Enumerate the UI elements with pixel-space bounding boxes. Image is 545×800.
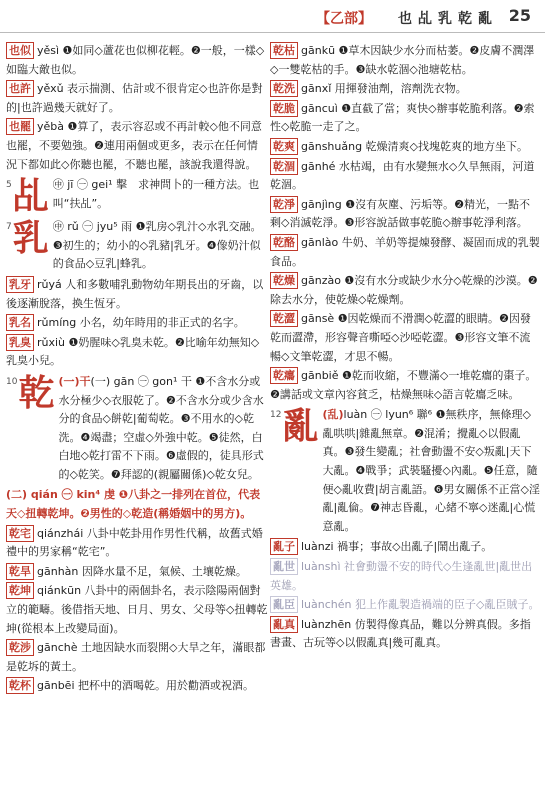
- variant-form: (乱): [322, 408, 344, 422]
- headword-box: 乾坤: [6, 582, 34, 599]
- definition-text: gānchè 土地因缺水而裂開◇大旱之年，滿眼都是乾坼的黃土。: [6, 641, 266, 673]
- right-column: [270, 42, 540, 654]
- dictionary-entry: [6, 582, 268, 638]
- headword-char: 亂: [282, 405, 319, 448]
- dictionary-entry: [6, 42, 268, 79]
- dictionary-entry: [270, 234, 540, 271]
- headword-box: 也似: [6, 42, 34, 59]
- dictionary-entry: [6, 334, 268, 371]
- variant-form: (一)干: [58, 374, 91, 388]
- headword-box: 乾洗: [270, 80, 298, 97]
- dictionary-entry: [270, 196, 540, 233]
- entry-body: [53, 176, 268, 213]
- big-char-entry: [6, 218, 268, 274]
- headword-box: 也許: [6, 80, 34, 97]
- definition-text: luànzi 禍事；事故◇出亂子|鬧出亂子。: [301, 540, 493, 554]
- definition-text: qiánzhái 八卦中乾卦用作男性代稱，故舊式婚禮中的男家稱“乾宅”。: [6, 526, 263, 559]
- stroke-count: 7: [6, 222, 12, 233]
- headword-box: 乾旱: [6, 563, 34, 580]
- headword-box: 亂真: [270, 616, 298, 633]
- section-label: 【乙部】: [316, 11, 372, 27]
- dictionary-entry: [270, 100, 540, 137]
- headword-box: 乾澀: [270, 310, 298, 327]
- dictionary-entry: [6, 639, 268, 676]
- dictionary-entry: [6, 677, 268, 696]
- definition-text: yěbà ❶算了，表示容忍或不再計較◇他不同意也罷，不要勉強。❷連用兩個或更多，表示在任何情況下都如此◇你聽也罷，不聽也罷，該說我還得說。: [6, 120, 262, 171]
- headword-box: 乾涉: [6, 639, 34, 656]
- definition-text: rǔxiù ❶奶腥味◇乳臭未乾。❷比喻年幼無知◇乳臭小兒。: [6, 335, 260, 368]
- dictionary-entry: [6, 118, 268, 174]
- definition-text: luànshì 社會動盪不安的時代◇生逢亂世|亂世出英雄。: [270, 560, 533, 592]
- definition-text: luàn ㊀ lyun⁶ 聯⁶ ❶無秩序，無條理◇亂哄哄|雜亂無章。❷混淆；攪亂◇以假亂真。❸發生變亂；社會動盪不安◇叛亂|天下大亂。❹戰爭；武裝騷擾◇內亂。❺任意，隨便◇亂收費|胡言亂語。❻男女關係不正當◇淫亂|亂倫。❼神志昏亂，心緒不寧◇迷亂|心慌意亂。: [322, 408, 540, 533]
- big-char-entry: [270, 406, 540, 536]
- definition-text: gānbiě ❶乾而收縮，不豐滿◇一堆乾癟的棗子。❷講話或文章內容貧乏，枯燥無味◇語言乾癟乏味。: [270, 369, 537, 401]
- definition-text: ㊥ rǔ ㊀ jyu⁵ 雨 ❶乳房◇乳汁◇水乳交融。❸初生的；幼小的◇乳豬|乳牙。❹像奶汁似的食品◇豆乳|蜂乳。: [52, 220, 262, 271]
- definition-text: gānsè ❶因乾燥而不滑潤◇乾澀的眼睛。❷因發乾而澀滯，形容聲音嘶啞◇沙啞乾澀。❸形容文筆不流暢◇文筆乾澀，才思不暢。: [270, 312, 531, 363]
- headword-box: 乳臭: [6, 334, 34, 351]
- headword-box: 乳名: [6, 314, 34, 331]
- page-number: 25: [508, 6, 531, 25]
- big-char-entry: [6, 373, 268, 485]
- definition-text: gānshuǎng 乾燥清爽◇找塊乾爽的地方坐下。: [301, 139, 529, 153]
- dictionary-entry: [270, 367, 540, 404]
- headword-char: 乾: [18, 371, 55, 414]
- headword-box: 乾枯: [270, 42, 298, 59]
- definition-text: gānxǐ 用揮發油劑，溶劑洗衣物。: [301, 82, 467, 96]
- headword-box: 乾癟: [270, 367, 298, 384]
- stroke-count: 10: [6, 376, 18, 387]
- definition-text: gānlào 牛奶、羊奶等提煉發酵、凝固而成的乳製食品。: [270, 235, 540, 268]
- definition-text: gānzào ❶沒有水分或缺少水分◇乾燥的沙漠。❷除去水分，使乾燥◇乾燥劑。: [270, 274, 538, 306]
- definition-text: luànchén 犯上作亂製造禍端的臣子◇亂臣賊子。: [301, 598, 540, 612]
- dictionary-entry: [270, 558, 540, 595]
- dictionary-entry: [270, 42, 540, 79]
- left-column: [6, 42, 268, 697]
- dictionary-entry: [6, 525, 268, 562]
- definition-text: gānhé 水枯竭，由有水變無水◇久旱無雨，河道乾涸。: [270, 159, 535, 192]
- dictionary-entry: [270, 616, 540, 653]
- headword-box: 乾酪: [270, 234, 298, 251]
- headword-box: 乾爽: [270, 138, 298, 155]
- definition-text: rǔmíng 小名，幼年時用的非正式的名字。: [37, 316, 245, 330]
- entry-body: [53, 218, 268, 274]
- dictionary-entry: [270, 596, 540, 615]
- entry-body: [58, 373, 268, 485]
- definition-text: luànzhēn 仿製得像真品，難以分辨真假。多指書畫、古玩等◇以假亂真|幾可亂真。: [270, 617, 531, 650]
- page-header: [0, 0, 545, 33]
- definition-text: yěsì ❶如同◇蘆花也似柳花輕。❷一般，一樣◇如臨大敵也似。: [6, 44, 265, 76]
- dictionary-entry: [270, 310, 540, 366]
- headword-box: 乾涸: [270, 158, 298, 175]
- headword-char: 乩: [12, 175, 49, 218]
- big-char-entry: [6, 176, 268, 216]
- dictionary-entry: [270, 80, 540, 99]
- headword-char: 乳: [12, 217, 49, 260]
- entry-body: [322, 406, 540, 536]
- headword-box: 亂世: [270, 558, 298, 575]
- headword-box: 乾宅: [6, 525, 34, 542]
- headword-box: 亂臣: [270, 596, 298, 613]
- definition-text: gānkū ❶草木因缺少水分而枯萎。❷皮膚不潤澤◇一雙乾枯的手。❸缺水乾涸◇池塘乾枯。: [270, 44, 535, 76]
- sub-reading: (二) qián ㊀ kin⁴ 虔 ❶八卦之一排列在首位，代表天◇扭轉乾坤。❷男性的◇乾造(稱婚姻中的男方)。: [6, 488, 261, 521]
- headword-box: 乳牙: [6, 276, 34, 293]
- dictionary-entry: [6, 563, 268, 582]
- definition-text: rǔyá 人和多數哺乳動物幼年期長出的牙齒，以後逐漸脫落，換生恆牙。: [6, 277, 264, 310]
- headword-box: 乾脆: [270, 100, 298, 117]
- headword-box: 乾淨: [270, 196, 298, 213]
- definition-text: qiánkūn 八卦中的兩個卦名，表示陰陽兩個對立的範疇。後借指天地、日月、男女、父母等◇扭轉乾坤(從根本上改變局面)。: [6, 584, 268, 635]
- definition-text: gānjìng ❶沒有灰塵、污垢等。❷精光，一點不剩◇消滅乾淨。❸形容說話做事乾脆◇辦事乾淨利落。: [270, 197, 530, 230]
- definition-text: gānbēi 把杯中的酒喝乾。用於勸酒或祝酒。: [37, 679, 254, 693]
- dictionary-entry: [6, 314, 268, 333]
- definition-text: (一) gān ㊀ gon¹ 干 ❶不含水分或水分極少◇衣服乾了。❷不含水分或少含水分的食品◇餅乾|葡萄乾。❸不用水的◇乾洗。❹竭盡；空虛◇外強中乾。❺徒然，白白地◇乾打雷不下雨。❻虛假的，徒具形式的◇乾笑。❼拜認的(親屬關係)◇乾女兒。: [58, 374, 264, 481]
- headword-box: 乾杯: [6, 677, 34, 694]
- dictionary-entry: [270, 138, 540, 157]
- definition-text: ㊥ jī ㊀ gei¹ 擊 求神問卜的一種方法。也叫“扶乩”。: [52, 178, 260, 210]
- dictionary-entry: [270, 272, 540, 309]
- header-chars: 也乩乳乾亂: [398, 11, 498, 27]
- stroke-count: 12: [270, 410, 282, 421]
- headword-box: 乾燥: [270, 272, 298, 289]
- stroke-count: 5: [6, 180, 12, 191]
- definition-text: gāncuì ❶直截了當；爽快◇辦事乾脆利落。❷索性◇乾脆一走了之。: [270, 101, 535, 134]
- headword-box: 也罷: [6, 118, 34, 135]
- dictionary-entry: [6, 80, 268, 117]
- definition-text: yěxǔ 表示揣測、估計或不很肯定◇也許你是對的|也許過幾天就好了。: [6, 82, 263, 114]
- definition-text: gānhàn 因降水量不足，氣候、土壤乾燥。: [37, 564, 247, 578]
- dictionary-entry: [6, 276, 268, 313]
- headword-box: 亂子: [270, 538, 298, 555]
- dictionary-entry: [270, 538, 540, 557]
- dictionary-entry: [270, 158, 540, 195]
